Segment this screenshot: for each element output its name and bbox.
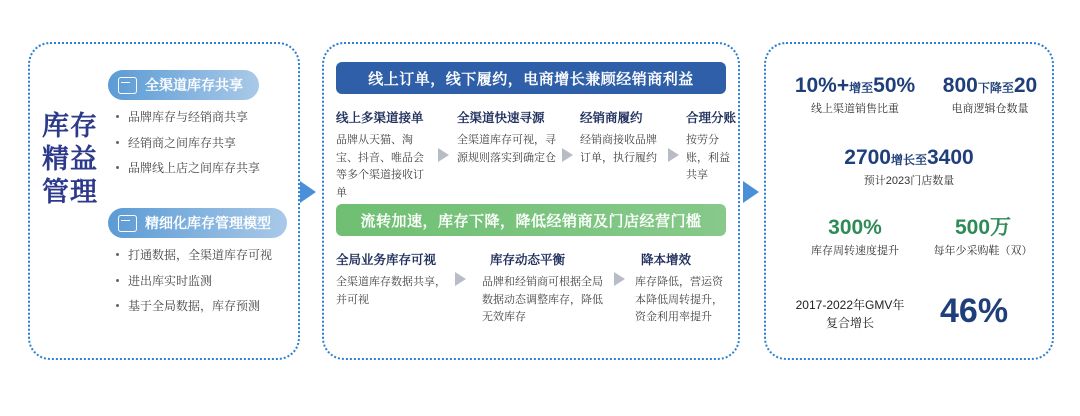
stat-caption: 库存周转速度提升 [811,245,899,258]
step-head-4: 合理分账 [686,111,737,125]
banner-turnover: 流转加速，库存下降，降低经销商及门店经营门槛 [336,204,726,236]
step-body-4: 按劳分账，利益共享 [686,134,730,182]
stat-value: 800下降至20 [942,74,1038,97]
step-body-7: 库存降低，营运资本降低周转提升，资金利用率提升 [635,276,723,324]
stat-caption: 每年少采购鞋（双） [933,245,1033,258]
pill-label: 全渠道库存共享 [145,77,243,93]
stat-gmv-value: 46% [940,292,1009,330]
list-item: 打通数据，全渠道库存可视 [116,246,296,265]
arrow-right-icon [455,272,466,286]
page-title: 库存精益管理 [42,111,98,207]
arrow-right-icon [562,148,573,162]
list-item: 基于全局数据，库存预测 [116,297,296,316]
step-head-7: 降本增效 [641,253,692,267]
arrow-right-icon [438,148,449,162]
step-head-3: 经销商履约 [580,111,643,125]
arrow-right-icon [668,148,679,162]
stat-caption: 线上渠道销售比重 [811,103,899,116]
stat-gmv-caption: 2017-2022年GMV年复合增长 [795,298,905,330]
banner-online-order: 线上订单，线下履约，电商增长兼顾经销商利益 [336,62,726,94]
step-head-2: 全渠道快速寻源 [457,111,545,125]
step-body-2: 全渠道库存可视，寻源规则落实到确定仓 [457,134,556,164]
box-icon [118,215,137,232]
arrow-right-icon [614,272,625,286]
list-item: 品牌库存与经销商共享 [116,108,296,127]
list-item: 进出库实时监测 [116,272,296,291]
step-body-5: 全渠道库存数据共享，并可视 [336,276,446,306]
stat-online-share [782,74,928,116]
stat-value: 300% [828,216,882,239]
box-icon [118,77,137,94]
step-head-5: 全局业务库存可视 [336,253,437,267]
step-body-3: 经销商接收品牌订单，执行履约 [580,134,657,164]
stat-value: 500万 [954,216,1012,239]
pill-omnichannel-inventory-share [108,70,259,100]
pill-refined-inventory-model [108,208,287,238]
list-item: 品牌线上店之间库存共享 [116,159,296,178]
list-item: 经销商之间库存共享 [116,134,296,153]
stat-caption: 电商逻辑仓数量 [951,103,1029,116]
step-head-1: 线上多渠道接单 [336,111,424,125]
stat-warehouse-count [930,74,1050,116]
stat-value: 10%+增至50% [794,74,916,97]
step-body-1: 品牌从天猫、淘宝、抖音、唯品会等多个渠道接收订单 [336,134,424,199]
bullet-list-share [116,108,296,185]
stat-shoe-purchase [920,216,1046,258]
step-body-6: 品牌和经销商可根据全局数据动态调整库存，降低无效库存 [482,276,603,324]
stat-store-count [809,146,1009,188]
stat-turnover-speed [790,216,920,258]
arrow-right-icon [300,181,316,203]
stat-caption: 预计2023门店数量 [863,175,955,188]
step-head-6: 库存动态平衡 [490,253,566,267]
stat-value: 2700增长至3400 [844,146,974,169]
pill-label: 精细化库存管理模型 [145,215,271,231]
bullet-list-model [116,246,296,323]
arrow-right-icon [743,181,759,203]
